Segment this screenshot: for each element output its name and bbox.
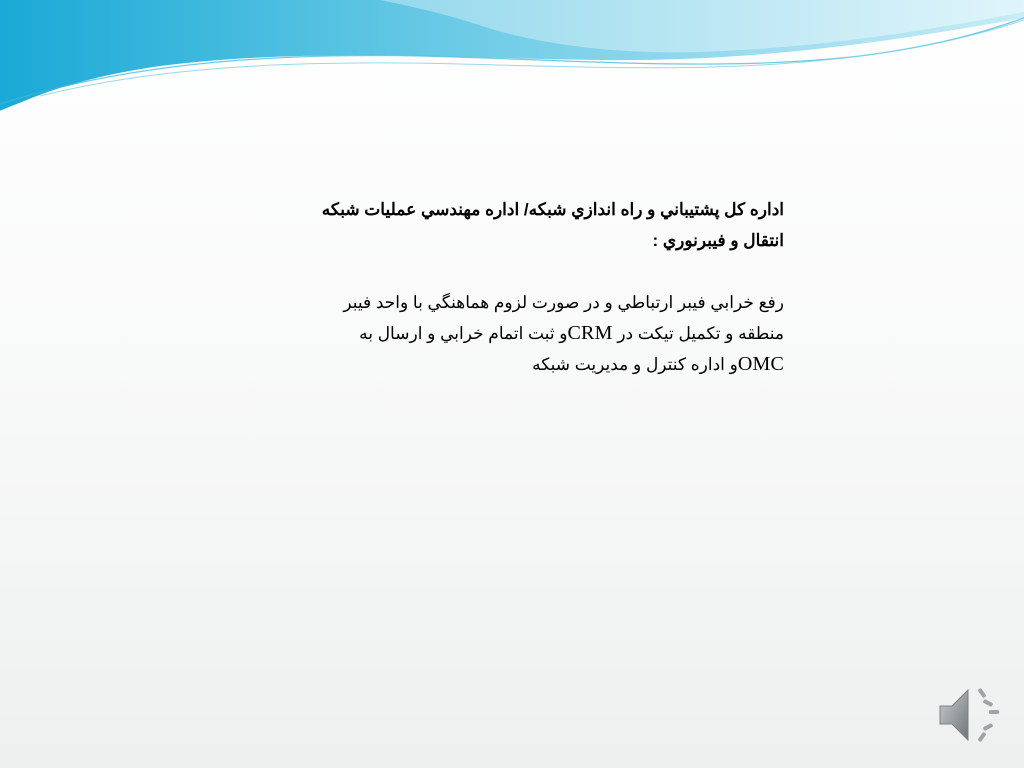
body-line-3 xyxy=(228,349,784,380)
crm-term: CRM xyxy=(567,322,613,344)
body-line-2-pre: منطقه و تكميل تيكت در xyxy=(612,324,784,343)
body-line-3-post: و اداره كنترل و مديريت شبكه xyxy=(532,355,738,374)
top-wave-decoration xyxy=(0,0,1024,130)
body-line-1: رفع خرابي فيبر ارتباطي و در صورت لزوم هماهنگي با واحد فيبر xyxy=(343,293,784,312)
heading-line-1: اداره كل پشتيباني و راه اندازي شبكه/ اداره مهندسي عمليات شبكه xyxy=(321,200,784,219)
speaker-icon[interactable] xyxy=(936,682,1006,748)
slide-content xyxy=(228,194,784,380)
slide-heading xyxy=(228,194,784,256)
slide-body xyxy=(228,288,784,380)
body-line-2-post: و ثبت اتمام خرابي و ارسال به xyxy=(359,324,568,343)
omc-term: OMC xyxy=(737,353,784,375)
body-line-2 xyxy=(228,318,784,349)
heading-line-2: انتقال و فيبرنوري : xyxy=(652,231,784,250)
